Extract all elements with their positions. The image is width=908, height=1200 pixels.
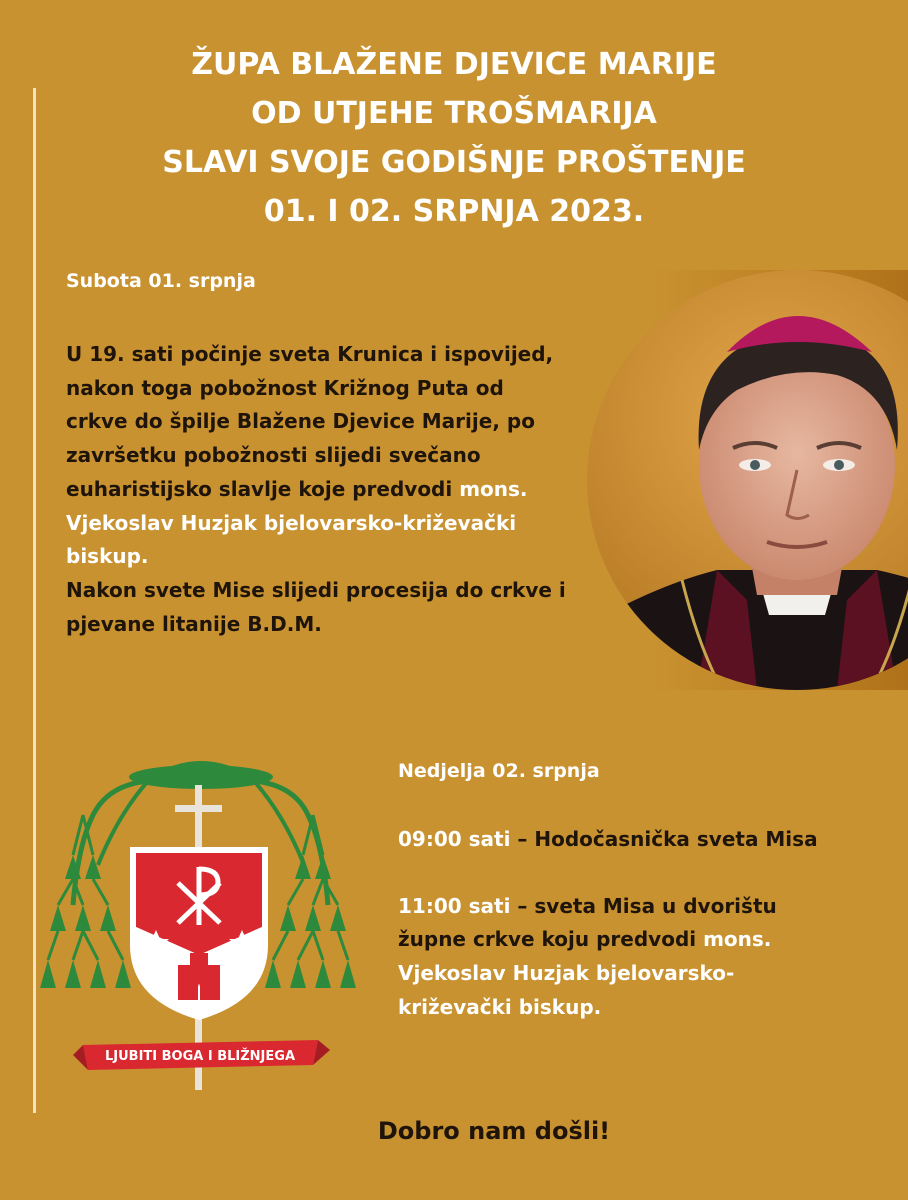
title-line-3: SLAVI SVOJE GODIŠNJE PROŠTENJE bbox=[162, 145, 746, 180]
coat-of-arms-motto: LJUBITI BOGA I BLIŽNJEGA bbox=[104, 1049, 296, 1064]
decorative-vertical-line bbox=[33, 88, 36, 1113]
sunday-item-2-text: – sveta Misa u dvorištu župne crkve koju predvodi bbox=[398, 893, 777, 952]
sunday-item-2 bbox=[398, 890, 818, 1025]
sunday-item-1-text: – Hodočasnička sveta Misa bbox=[510, 827, 818, 851]
title-line-2: OD UTJEHE TROŠMARIJA bbox=[251, 96, 657, 131]
welcome-message: Dobro nam došli! bbox=[377, 1117, 611, 1145]
sunday-heading: Nedjelja 02. srpnja bbox=[398, 760, 600, 782]
coat-of-arms bbox=[38, 755, 358, 1095]
sunday-item-2-time: 11:00 sati bbox=[398, 893, 511, 918]
sunday-item-2-celebrant: mons. Vjekoslav Huzjak bjelovarsko-križevački biskup. bbox=[398, 927, 772, 1019]
bishop-portrait bbox=[587, 270, 908, 690]
saturday-celebrant: mons. Vjekoslav Huzjak bjelovarsko-križevački biskup. bbox=[66, 476, 528, 569]
sunday-item-1-time: 09:00 sati bbox=[398, 827, 511, 851]
saturday-schedule bbox=[66, 338, 566, 641]
title-line-4: 01. I 02. SRPNJA 2023. bbox=[263, 194, 645, 229]
sunday-schedule bbox=[398, 823, 818, 1058]
sunday-item-1 bbox=[398, 823, 818, 857]
title-line-1: ŽUPA BLAŽENE DJEVICE MARIJE bbox=[191, 47, 717, 82]
page-title bbox=[80, 40, 828, 236]
saturday-heading: Subota 01. srpnja bbox=[66, 270, 256, 292]
saturday-text: U 19. sati počinje sveta Krunica i ispovijed, nakon toga pobožnost Križnog Puta od crkve do špilje Blažene Djevice Marije, po završetku pobožnosti slijedi svečano euharistijsko slavlje koje predvodi bbox=[66, 342, 554, 501]
saturday-procession: Nakon svete Mise slijedi procesija do crkve i pjevane litanije B.D.M. bbox=[66, 577, 566, 636]
